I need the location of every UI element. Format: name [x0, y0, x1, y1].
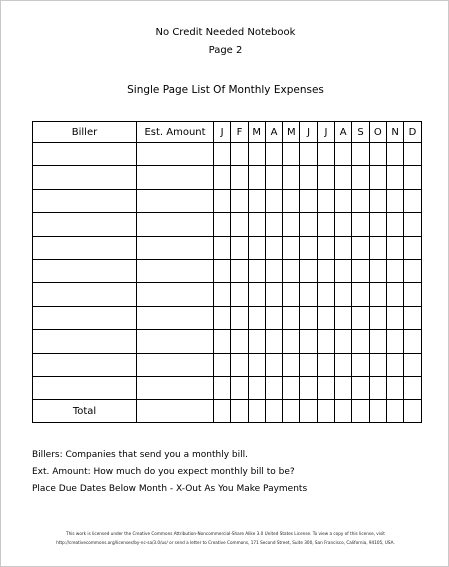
est-amount-cell[interactable]	[137, 306, 214, 329]
month-cell[interactable]	[231, 189, 248, 212]
note-due-dates: Place Due Dates Below Month - X-Out As You Make Payments	[32, 484, 308, 494]
month-cell[interactable]	[214, 189, 231, 212]
month-cell[interactable]	[369, 306, 386, 329]
biller-cell[interactable]	[33, 330, 137, 353]
month-cell[interactable]	[386, 306, 403, 329]
table-row	[33, 283, 422, 306]
month-cell[interactable]	[283, 236, 300, 259]
month-cell[interactable]	[283, 376, 300, 399]
month-cell[interactable]	[300, 353, 317, 376]
month-cell[interactable]	[283, 213, 300, 236]
month-cell[interactable]	[386, 166, 403, 189]
table-row	[33, 236, 422, 259]
month-cell[interactable]	[317, 213, 334, 236]
month-cell[interactable]	[352, 353, 369, 376]
month-cell[interactable]	[248, 353, 265, 376]
month-cell[interactable]	[317, 189, 334, 212]
month-cell[interactable]	[214, 330, 231, 353]
table-row	[33, 166, 422, 189]
month-cell[interactable]	[317, 306, 334, 329]
month-cell[interactable]	[214, 143, 231, 166]
month-cell[interactable]	[248, 143, 265, 166]
total-cell-oct[interactable]	[369, 400, 386, 423]
month-cell[interactable]	[248, 213, 265, 236]
est-amount-cell[interactable]	[137, 353, 214, 376]
table-row	[33, 306, 422, 329]
month-cell[interactable]	[214, 213, 231, 236]
month-cell[interactable]	[404, 306, 421, 329]
month-cell[interactable]	[214, 353, 231, 376]
month-cell[interactable]	[300, 283, 317, 306]
month-cell[interactable]	[300, 330, 317, 353]
month-cell[interactable]	[231, 330, 248, 353]
month-cell[interactable]	[369, 143, 386, 166]
month-cell[interactable]	[300, 376, 317, 399]
column-header-biller: Biller	[33, 122, 137, 143]
biller-cell[interactable]	[33, 259, 137, 282]
license-footer-line-1: This work is licensed under the Creative Commons Attribution-Noncommercial-Share Alike 3.0 United States License. To view a copy of this license, visit	[66, 531, 385, 536]
month-cell[interactable]	[300, 259, 317, 282]
month-cell[interactable]	[231, 376, 248, 399]
license-footer-line-2: http://creativecommons.org/licenses/by-nc-sa/3.0/us/ or send a letter to Creative Commons, 171 Second Street, Suite 300, San Francisco, California, 94105, USA.	[56, 540, 395, 545]
est-amount-cell[interactable]	[137, 283, 214, 306]
month-cell[interactable]	[231, 213, 248, 236]
month-cell[interactable]	[283, 189, 300, 212]
month-cell[interactable]	[214, 236, 231, 259]
month-cell[interactable]	[248, 166, 265, 189]
table-row	[33, 259, 422, 282]
month-cell[interactable]	[386, 283, 403, 306]
month-cell[interactable]	[231, 283, 248, 306]
month-cell[interactable]	[404, 166, 421, 189]
table-row	[33, 143, 422, 166]
month-cell[interactable]	[283, 259, 300, 282]
month-cell[interactable]	[283, 330, 300, 353]
column-header-oct: O	[369, 122, 386, 143]
column-header-aug: A	[335, 122, 352, 143]
month-cell[interactable]	[248, 283, 265, 306]
est-amount-cell[interactable]	[137, 376, 214, 399]
month-cell[interactable]	[317, 353, 334, 376]
month-cell[interactable]	[404, 189, 421, 212]
column-header-est-amount: Est. Amount	[137, 122, 214, 143]
month-cell[interactable]	[265, 189, 282, 212]
column-header-sep: S	[352, 122, 369, 143]
month-cell[interactable]	[369, 236, 386, 259]
biller-cell[interactable]	[33, 283, 137, 306]
est-amount-cell[interactable]	[137, 189, 214, 212]
month-cell[interactable]	[231, 166, 248, 189]
month-cell[interactable]	[404, 376, 421, 399]
month-cell[interactable]	[300, 166, 317, 189]
month-cell[interactable]	[283, 166, 300, 189]
month-cell[interactable]	[352, 143, 369, 166]
month-cell[interactable]	[317, 166, 334, 189]
month-cell[interactable]	[404, 236, 421, 259]
table-header-row	[33, 122, 422, 143]
column-header-feb: F	[231, 122, 248, 143]
month-cell[interactable]	[352, 236, 369, 259]
month-cell[interactable]	[369, 283, 386, 306]
table-row	[33, 353, 422, 376]
column-header-dec: D	[404, 122, 421, 143]
table-row	[33, 376, 422, 399]
column-header-jul: J	[317, 122, 334, 143]
biller-cell[interactable]	[33, 143, 137, 166]
total-label: Total	[33, 400, 137, 423]
month-cell[interactable]	[214, 259, 231, 282]
month-cell[interactable]	[386, 353, 403, 376]
total-cell-nov[interactable]	[386, 400, 403, 423]
month-cell[interactable]	[231, 236, 248, 259]
month-cell[interactable]	[300, 236, 317, 259]
total-cell-may[interactable]	[283, 400, 300, 423]
month-cell[interactable]	[335, 189, 352, 212]
month-cell[interactable]	[317, 143, 334, 166]
column-header-mar: M	[248, 122, 265, 143]
month-cell[interactable]	[317, 330, 334, 353]
biller-cell[interactable]	[33, 189, 137, 212]
month-cell[interactable]	[317, 236, 334, 259]
month-cell[interactable]	[386, 143, 403, 166]
month-cell[interactable]	[335, 166, 352, 189]
month-cell[interactable]	[352, 213, 369, 236]
month-cell[interactable]	[386, 213, 403, 236]
biller-cell[interactable]	[33, 166, 137, 189]
month-cell[interactable]	[369, 213, 386, 236]
month-cell[interactable]	[335, 143, 352, 166]
column-header-apr: A	[265, 122, 282, 143]
total-cell-jul[interactable]	[317, 400, 334, 423]
month-cell[interactable]	[335, 283, 352, 306]
column-header-nov: N	[386, 122, 403, 143]
month-cell[interactable]	[369, 189, 386, 212]
note-est-amount: Ext. Amount: How much do you expect monthly bill to be?	[32, 467, 295, 477]
month-cell[interactable]	[265, 330, 282, 353]
total-cell-jan[interactable]	[214, 400, 231, 423]
month-cell[interactable]	[283, 283, 300, 306]
month-cell[interactable]	[404, 259, 421, 282]
month-cell[interactable]	[231, 143, 248, 166]
month-cell[interactable]	[265, 166, 282, 189]
monthly-expenses-table	[32, 121, 422, 423]
month-cell[interactable]	[335, 306, 352, 329]
biller-cell[interactable]	[33, 236, 137, 259]
total-cell-jun[interactable]	[300, 400, 317, 423]
expense-rows	[33, 143, 422, 400]
column-header-may: M	[283, 122, 300, 143]
month-cell[interactable]	[248, 330, 265, 353]
month-cell[interactable]	[335, 213, 352, 236]
total-cell-dec[interactable]	[404, 400, 421, 423]
month-cell[interactable]	[335, 236, 352, 259]
month-cell[interactable]	[265, 376, 282, 399]
biller-cell[interactable]	[33, 353, 137, 376]
month-cell[interactable]	[265, 353, 282, 376]
month-cell[interactable]	[283, 306, 300, 329]
biller-cell[interactable]	[33, 213, 137, 236]
month-cell[interactable]	[369, 330, 386, 353]
total-cell-amount[interactable]	[137, 400, 214, 423]
total-cell-sep[interactable]	[352, 400, 369, 423]
total-cell-aug[interactable]	[335, 400, 352, 423]
total-row	[33, 400, 422, 423]
page-number: Page 2	[208, 45, 243, 56]
month-cell[interactable]	[335, 353, 352, 376]
month-cell[interactable]	[283, 353, 300, 376]
month-cell[interactable]	[386, 330, 403, 353]
est-amount-cell[interactable]	[137, 143, 214, 166]
month-cell[interactable]	[300, 306, 317, 329]
total-cell-mar[interactable]	[248, 400, 265, 423]
month-cell[interactable]	[386, 259, 403, 282]
table-row	[33, 189, 422, 212]
month-cell[interactable]	[300, 189, 317, 212]
month-cell[interactable]	[283, 143, 300, 166]
month-cell[interactable]	[214, 306, 231, 329]
table-row	[33, 330, 422, 353]
month-cell[interactable]	[404, 213, 421, 236]
month-cell[interactable]	[369, 353, 386, 376]
month-cell[interactable]	[404, 283, 421, 306]
month-cell[interactable]	[369, 259, 386, 282]
biller-cell[interactable]	[33, 306, 137, 329]
total-cell-apr[interactable]	[265, 400, 282, 423]
month-cell[interactable]	[300, 213, 317, 236]
month-cell[interactable]	[369, 166, 386, 189]
month-cell[interactable]	[386, 236, 403, 259]
month-cell[interactable]	[317, 283, 334, 306]
month-cell[interactable]	[352, 283, 369, 306]
table-row	[33, 213, 422, 236]
month-cell[interactable]	[231, 306, 248, 329]
month-cell[interactable]	[335, 259, 352, 282]
month-cell[interactable]	[248, 189, 265, 212]
notes-section	[32, 447, 307, 498]
note-billers: Billers: Companies that send you a monthly bill.	[32, 450, 248, 460]
month-cell[interactable]	[386, 189, 403, 212]
total-cell-feb[interactable]	[231, 400, 248, 423]
month-cell[interactable]	[317, 259, 334, 282]
month-cell[interactable]	[265, 213, 282, 236]
month-cell[interactable]	[352, 306, 369, 329]
month-cell[interactable]	[248, 236, 265, 259]
page-subtitle: Single Page List Of Monthly Expenses	[127, 84, 324, 96]
month-cell[interactable]	[248, 306, 265, 329]
month-cell[interactable]	[352, 376, 369, 399]
month-cell[interactable]	[265, 143, 282, 166]
month-cell[interactable]	[300, 143, 317, 166]
month-cell[interactable]	[265, 306, 282, 329]
month-cell[interactable]	[352, 259, 369, 282]
month-cell[interactable]	[231, 353, 248, 376]
column-header-jan: J	[214, 122, 231, 143]
month-cell[interactable]	[404, 330, 421, 353]
month-cell[interactable]	[352, 166, 369, 189]
est-amount-cell[interactable]	[137, 213, 214, 236]
month-cell[interactable]	[404, 143, 421, 166]
month-cell[interactable]	[335, 376, 352, 399]
month-cell[interactable]	[265, 283, 282, 306]
est-amount-cell[interactable]	[137, 166, 214, 189]
month-cell[interactable]	[265, 259, 282, 282]
month-cell[interactable]	[231, 259, 248, 282]
est-amount-cell[interactable]	[137, 259, 214, 282]
month-cell[interactable]	[248, 259, 265, 282]
biller-cell[interactable]	[33, 376, 137, 399]
month-cell[interactable]	[214, 283, 231, 306]
month-cell[interactable]	[214, 376, 231, 399]
month-cell[interactable]	[214, 166, 231, 189]
month-cell[interactable]	[369, 376, 386, 399]
month-cell[interactable]	[265, 236, 282, 259]
month-cell[interactable]	[335, 330, 352, 353]
column-header-jun: J	[300, 122, 317, 143]
est-amount-cell[interactable]	[137, 330, 214, 353]
notebook-title: No Credit Needed Notebook	[155, 27, 296, 38]
month-cell[interactable]	[248, 376, 265, 399]
month-cell[interactable]	[352, 189, 369, 212]
est-amount-cell[interactable]	[137, 236, 214, 259]
month-cell[interactable]	[317, 376, 334, 399]
month-cell[interactable]	[352, 330, 369, 353]
month-cell[interactable]	[404, 353, 421, 376]
month-cell[interactable]	[386, 376, 403, 399]
